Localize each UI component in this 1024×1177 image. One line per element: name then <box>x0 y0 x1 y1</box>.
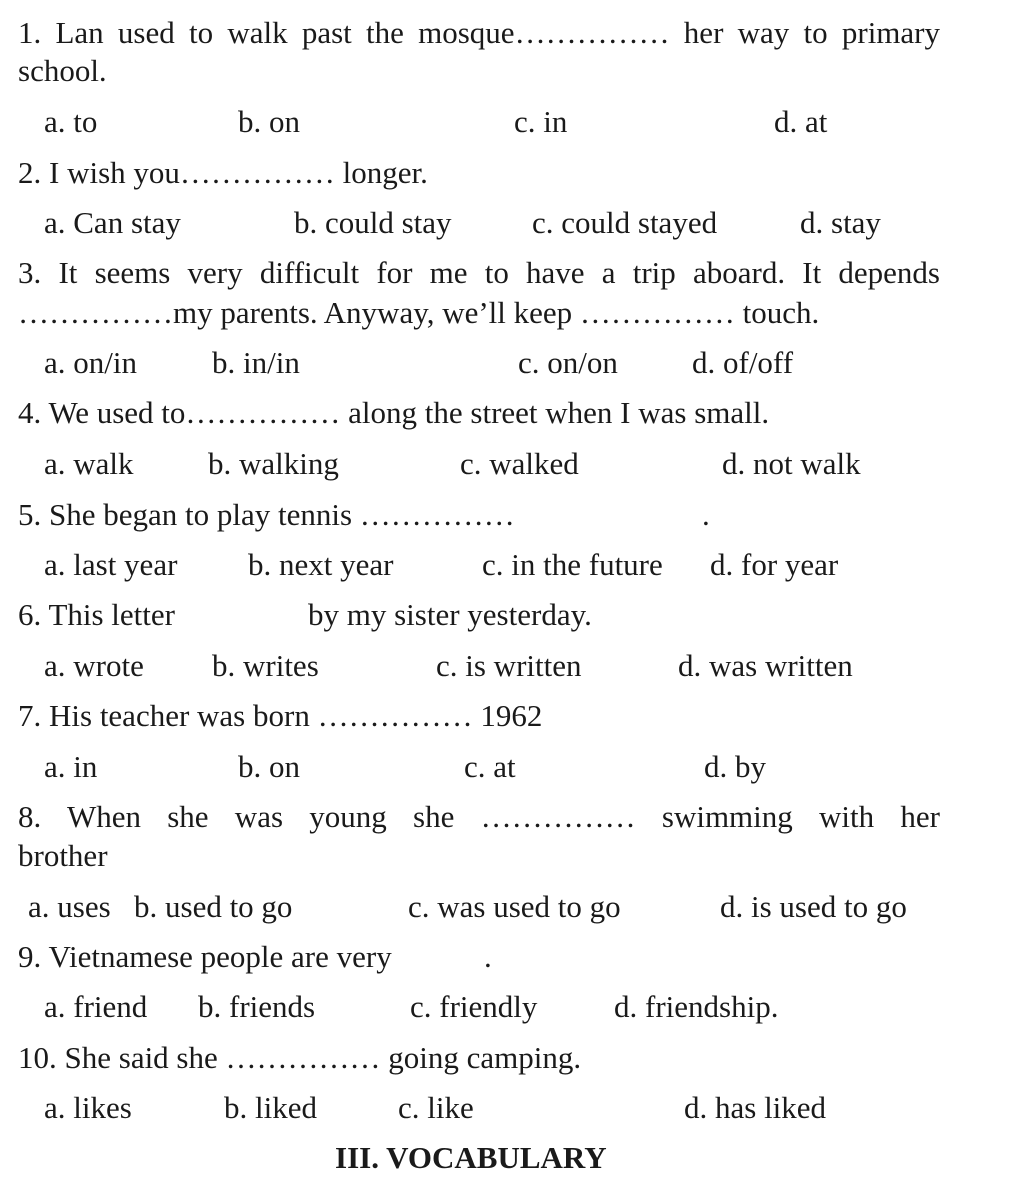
question-3-option-a[interactable]: a. on/in <box>44 345 137 380</box>
question-5-stem-period: . <box>702 497 710 532</box>
question-2-option-a[interactable]: a. Can stay <box>44 205 181 240</box>
question-9-stem: 9. Vietnamese people are very <box>18 939 392 974</box>
question-1-option-d[interactable]: d. at <box>774 104 828 139</box>
question-5-option-d[interactable]: d. for year <box>710 547 839 582</box>
question-1-stem-line-2: school. <box>18 53 107 88</box>
question-6-option-c[interactable]: c. is written <box>436 648 582 683</box>
question-3-stem-line-2: ……………my parents. Anyway, we’ll keep …………… touch. <box>18 295 820 330</box>
question-7-option-a[interactable]: a. in <box>44 749 98 784</box>
question-4-option-a[interactable]: a. walk <box>44 446 134 481</box>
question-1-option-c[interactable]: c. in <box>514 104 568 139</box>
question-3-stem-line-1: 3. It seems very difficult for me to have a trip aboard. It depends <box>18 255 940 290</box>
question-8-option-b[interactable]: b. used to go <box>134 889 293 924</box>
question-1-stem-line-1: 1. Lan used to walk past the mosque…………… her way to primary <box>18 15 940 50</box>
question-1-option-b[interactable]: b. on <box>238 104 300 139</box>
question-8-option-a[interactable]: a. uses <box>28 889 111 924</box>
question-3-option-c[interactable]: c. on/on <box>518 345 618 380</box>
section-heading-partial: III. VOCABULARY <box>335 1140 607 1175</box>
question-4-option-b[interactable]: b. walking <box>208 446 339 481</box>
question-2-stem: 2. I wish you…………… longer. <box>18 155 428 190</box>
question-10-stem: 10. She said she …………… going camping. <box>18 1040 582 1075</box>
question-10-option-a[interactable]: a. likes <box>44 1090 132 1125</box>
question-7-stem: 7. His teacher was born …………… 1962 <box>18 698 543 733</box>
question-8-stem-line-1: 8. When she was young she …………… swimming with her <box>18 799 940 834</box>
question-4-stem: 4. We used to…………… along the street when I was small. <box>18 395 770 430</box>
question-5-stem: 5. She began to play tennis …………… <box>18 497 515 532</box>
question-9-option-b[interactable]: b. friends <box>198 989 316 1024</box>
question-6-stem-end: by my sister yesterday. <box>308 597 592 632</box>
question-8-stem-line-2: brother <box>18 838 108 873</box>
question-6-option-b[interactable]: b. writes <box>212 648 319 683</box>
question-5-option-b[interactable]: b. next year <box>248 547 394 582</box>
question-8-option-c[interactable]: c. was used to go <box>408 889 621 924</box>
question-9-option-a[interactable]: a. friend <box>44 989 148 1024</box>
question-1-option-a[interactable]: a. to <box>44 104 98 139</box>
question-2-option-c[interactable]: c. could stayed <box>532 205 718 240</box>
question-9-stem-period: . <box>484 939 492 974</box>
question-8-option-d[interactable]: d. is used to go <box>720 889 907 924</box>
question-2-option-d[interactable]: d. stay <box>800 205 881 240</box>
question-10-option-c[interactable]: c. like <box>398 1090 474 1125</box>
question-7-option-d[interactable]: d. by <box>704 749 766 784</box>
question-10-option-b[interactable]: b. liked <box>224 1090 317 1125</box>
question-5-option-a[interactable]: a. last year <box>44 547 178 582</box>
question-3-option-b[interactable]: b. in/in <box>212 345 300 380</box>
question-6-option-a[interactable]: a. wrote <box>44 648 144 683</box>
question-4-option-d[interactable]: d. not walk <box>722 446 861 481</box>
question-2-option-b[interactable]: b. could stay <box>294 205 452 240</box>
question-9-option-d[interactable]: d. friendship. <box>614 989 779 1024</box>
question-3-option-d[interactable]: d. of/off <box>692 345 794 380</box>
question-7-option-c[interactable]: c. at <box>464 749 516 784</box>
question-10-option-d[interactable]: d. has liked <box>684 1090 827 1125</box>
question-6-stem-start: 6. This letter <box>18 597 175 632</box>
question-7-option-b[interactable]: b. on <box>238 749 300 784</box>
question-4-option-c[interactable]: c. walked <box>460 446 579 481</box>
question-6-option-d[interactable]: d. was written <box>678 648 853 683</box>
question-5-option-c[interactable]: c. in the future <box>482 547 663 582</box>
question-9-option-c[interactable]: c. friendly <box>410 989 538 1024</box>
